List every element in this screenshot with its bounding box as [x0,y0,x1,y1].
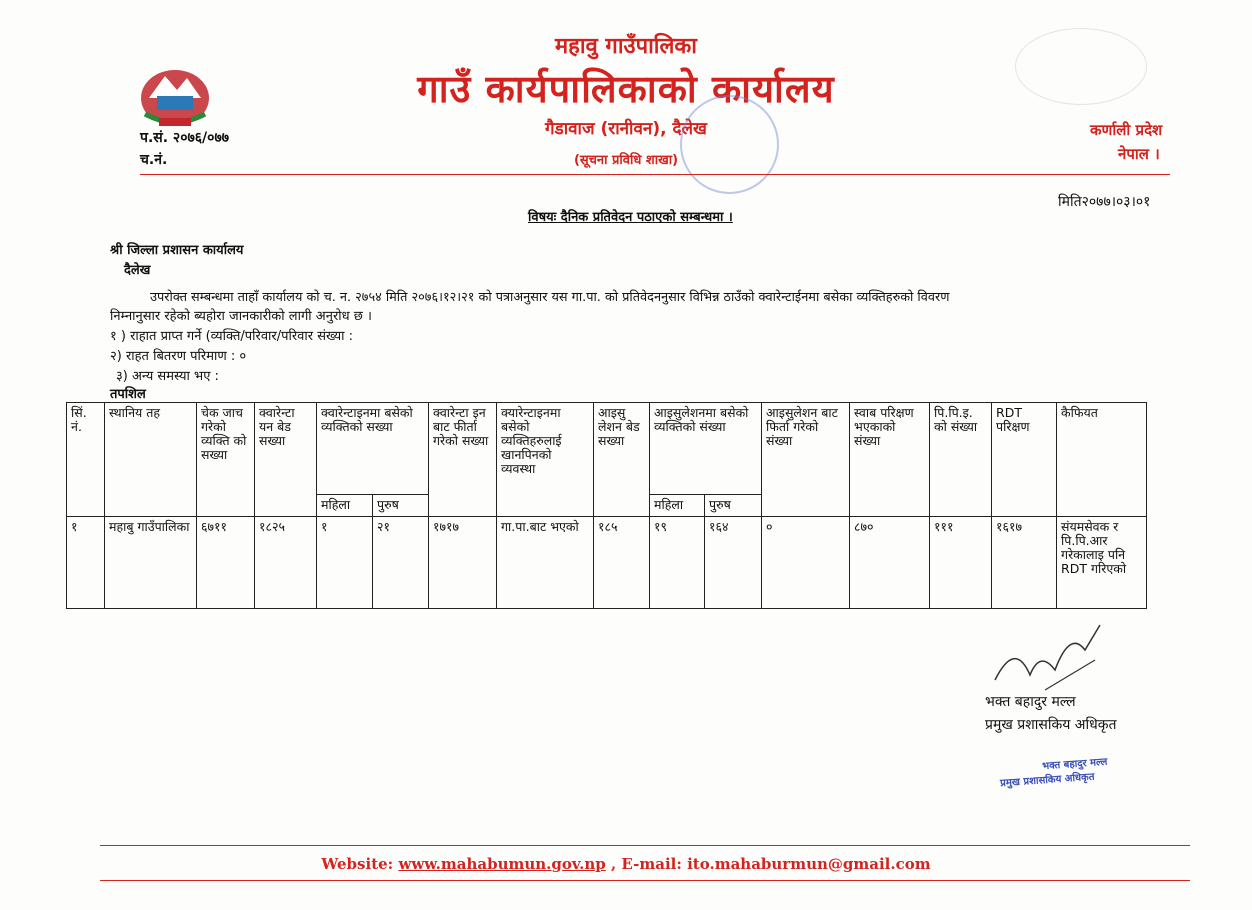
cell-checked: ६७११ [197,517,255,609]
header-q-female: महिला [317,495,373,517]
cell-rdt: १६१७ [992,517,1057,609]
table-row [67,517,1147,609]
office-stamp [680,95,779,194]
quarantine-table [66,402,1147,609]
letter-date: मिति२०७७।०३।०१ [1058,194,1151,210]
municipality-name: महावु गाउँपालिका [555,34,697,59]
header-i-female: महिला [650,495,705,517]
cell-i-male: १६४ [705,517,762,609]
header-local-level: स्थानिय तह [105,403,197,517]
header-remarks: कैफियत [1057,403,1147,517]
cell-swab-tests: ८७० [850,517,930,609]
office-address: गैडावाज (रानीवन), दैलेख [545,119,707,139]
header-ppe: पि.पि.इ. को संख्या [930,403,992,517]
email-link[interactable]: ito.mahaburmun@gmail.com [687,855,931,873]
office-section: (सूचना प्रविधि शाखा) [573,153,679,168]
website-link[interactable]: www.mahabumun.gov.np [398,855,606,873]
body-item-2: २) राहत बितरण परिमाण : ० [110,349,247,364]
header-quarantine-persons: क्वारेन्टाइनमा बसेको व्यक्तिको सख्या [317,403,429,495]
cell-remarks: संयमसेवक र पि.पि.आर गरेकालाइ पनि RDT गरिएको [1057,517,1147,609]
cell-q-female: १ [317,517,373,609]
table-title: तपशिल [110,387,146,402]
footer-contact [0,855,1252,873]
header-i-male: पुरुष [705,495,762,517]
cell-isolation-beds: १८५ [594,517,650,609]
cell-isolation-returned: ० [762,517,850,609]
handwritten-signature [985,620,1105,700]
cell-food-arrangement: गा.पा.बाट भएको [497,517,594,609]
cell-local-level: महाबु गाउँपालिका [105,517,197,609]
header-quarantine-beds: क्वारेन्टा यन बेड सख्या [255,403,317,517]
email-label: , E-mail: [610,855,682,873]
faded-stamp [1015,28,1147,105]
header-isolation-persons: आइसुलेशनमा बसेको व्यक्तिको संख्या [650,403,762,495]
header-isolation-returned: आइसुलेशन बाट फिर्ता गरेको संख्या [762,403,850,517]
website-label: Website: [321,855,394,873]
body-paragraph-2: निम्नानुसार रहेको ब्यहोरा जानकारीको लागी अनुरोध छ । [110,309,372,324]
header-q-male: पुरुष [373,495,429,517]
office-title: गाउँ कार्यपालिकाको कार्यालय [417,67,835,111]
cell-sn: १ [67,517,105,609]
recipient-office: श्री जिल्ला प्रशासन कार्यालय [110,243,244,258]
header-swab-tests: स्वाब परिक्षण भएकाको संख्या [850,403,930,517]
body-item-1: १ ) राहात प्राप्त गर्ने (व्यक्ति/परिवार/परिवार संख्या : [110,329,354,344]
letter-subject: विषयः दैनिक प्रतिवेदन पठाएको सम्बन्धमा । [528,210,733,225]
header-food-arrangement: क्यारेन्टाइनमा बसेको व्यक्तिहरुलाई खानपिनको व्यवस्था [497,403,594,517]
header-sn: सिं. नं. [67,403,105,517]
header-rule [140,174,1170,175]
province-label: कर्णाली प्रदेश [1090,121,1163,139]
cell-i-female: १९ [650,517,705,609]
signatory-name: भक्त बहादुर मल्ल [985,694,1076,710]
stamp-name: भक्त बहादुर मल्ल [1041,756,1108,773]
country-label: नेपाल । [1118,145,1160,163]
dispatch-number: च.नं. [140,152,168,168]
reference-number: प.सं. २०७६/०७७ [140,130,229,146]
signatory-title: प्रमुख प्रशासकिय अधिकृत [985,717,1117,733]
header-checked: चेक जाच गरेको व्यक्ति को सख्या [197,403,255,517]
body-paragraph-1: उपरोक्त सम्बन्धमा ताहाँ कार्यालय को च. न. २७५४ मिति २०७६।१२।२१ को पत्राअनुसार यस गा.पा. को प्रतिवेदननुसार विभिन्न ठाउँको क्वारेन्टाईनमा बसेका व्यक्तिहरुको विवरण [150,290,950,305]
footer-rule-top [100,845,1190,846]
body-item-3: ३) अन्य समस्या भए : [116,369,219,384]
cell-quarantine-beds: १८२५ [255,517,317,609]
cell-q-male: २१ [373,517,429,609]
stamp-title: प्रमुख प्रशासकिय अधिकृत [999,771,1095,790]
header-rdt: RDT परिक्षण [992,403,1057,517]
footer-rule-bottom [100,880,1190,881]
header-quarantine-returned: क्वारेन्टा इन बाट फीर्ता गरेको सख्या [429,403,497,517]
header-isolation-beds: आइसु लेशन बेड सख्या [594,403,650,517]
cell-ppe: १११ [930,517,992,609]
cell-quarantine-returned: १७१७ [429,517,497,609]
recipient-place: दैलेख [124,263,151,278]
